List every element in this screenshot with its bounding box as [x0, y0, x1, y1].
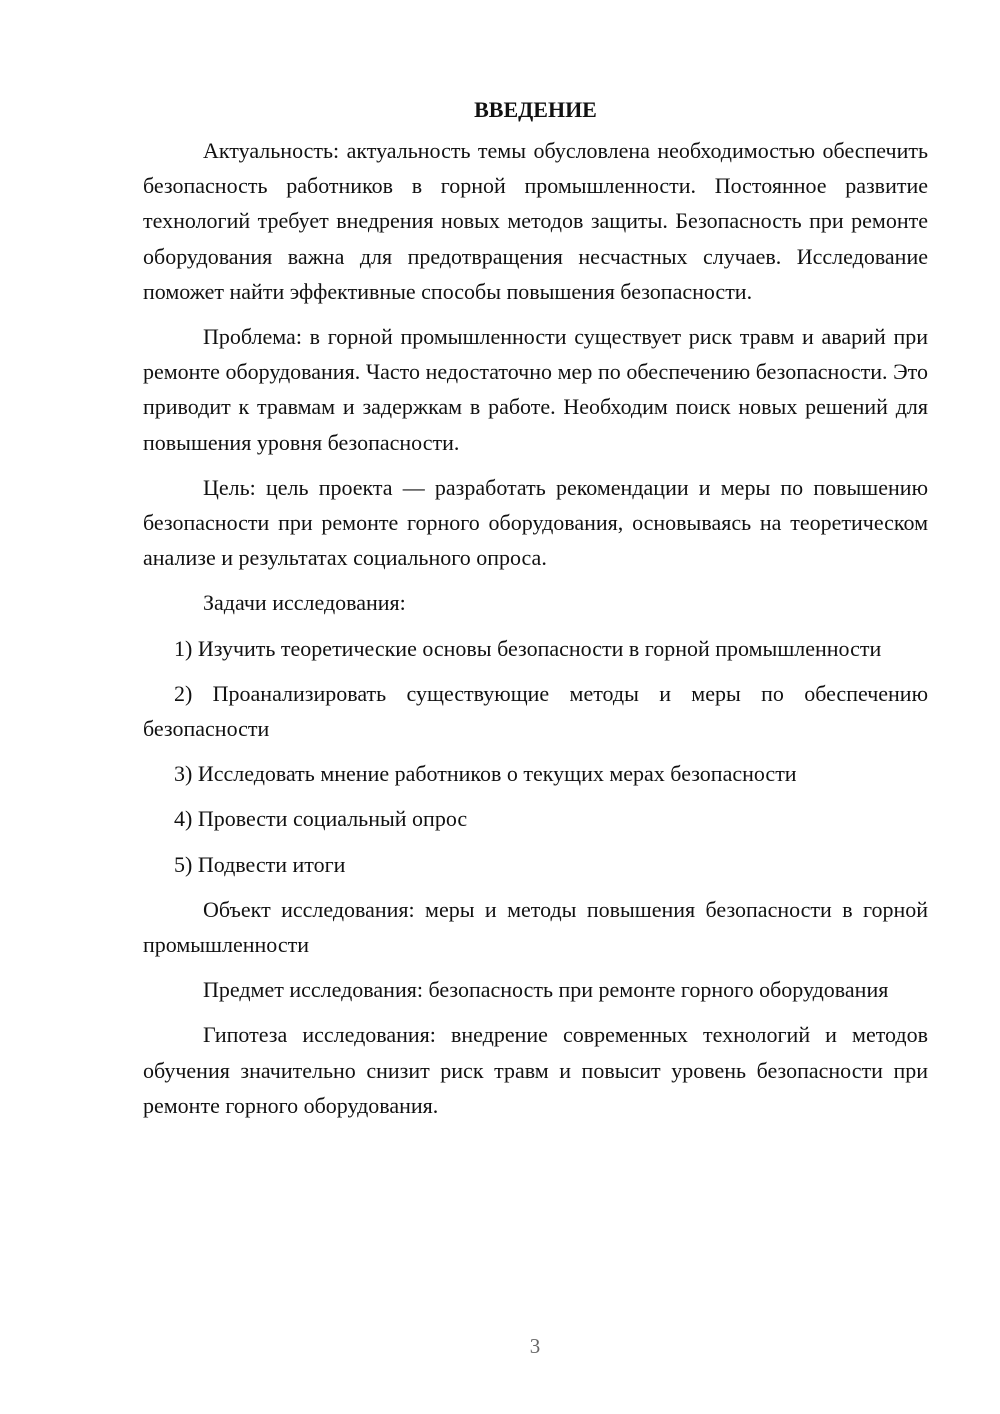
document-page [143, 92, 928, 1133]
section-heading: ВВЕДЕНИЕ [474, 97, 597, 122]
paragraph-hypothesis: Гипотеза исследования: внедрение современных технологий и методов обучения значительно снизит риск травм и повысит уровень безопасности при ремонте горного оборудования. [143, 1022, 928, 1118]
list-item: 1) Изучить теоретические основы безопасности в горной промышленности [174, 635, 882, 661]
paragraph-subject: Предмет исследования: безопасность при ремонте горного оборудования [203, 977, 889, 1003]
list-item: 3) Исследовать мнение работников о текущих мерах безопасности [174, 761, 797, 787]
paragraph-goal: Цель: цель проекта — разработать рекомендации и меры по повышению безопасности при ремонте горного оборудования, основываясь на теоретическом анализе и результатах социального опроса. [143, 474, 928, 571]
tasks-list [143, 631, 928, 882]
paragraph-relevance: Актуальность: актуальность темы обусловлена необходимостью обеспечить безопасность работников в горной промышленности. Постоянное развитие технологий требует внедрения новых методов защиты. Безопасность при ремонте оборудования важна для предотвращения несчастных случаев. Исследование поможет найти эффективные способы повышения безопасности. [143, 138, 928, 304]
list-item: 2) Проанализировать существующие методы и меры по обеспечению безопасности [143, 680, 928, 742]
list-item: 5) Подвести итоги [174, 851, 346, 877]
paragraph-object: Объект исследования: меры и методы повышения безопасности в горной промышленности [143, 896, 928, 958]
list-item: 4) Провести социальный опрос [174, 806, 468, 832]
page-number: 3 [529, 1334, 541, 1358]
paragraph-tasks-intro: Задачи исследования: [203, 590, 406, 616]
paragraph-problem: Проблема: в горной промышленности существует риск травм и аварий при ремонте оборудования. Часто недостаточно мер по обеспечению безопасности. Это приводит к травмам и задержкам в работе. Необходим поиск новых решений для повышения уровня безопасности. [143, 324, 928, 455]
